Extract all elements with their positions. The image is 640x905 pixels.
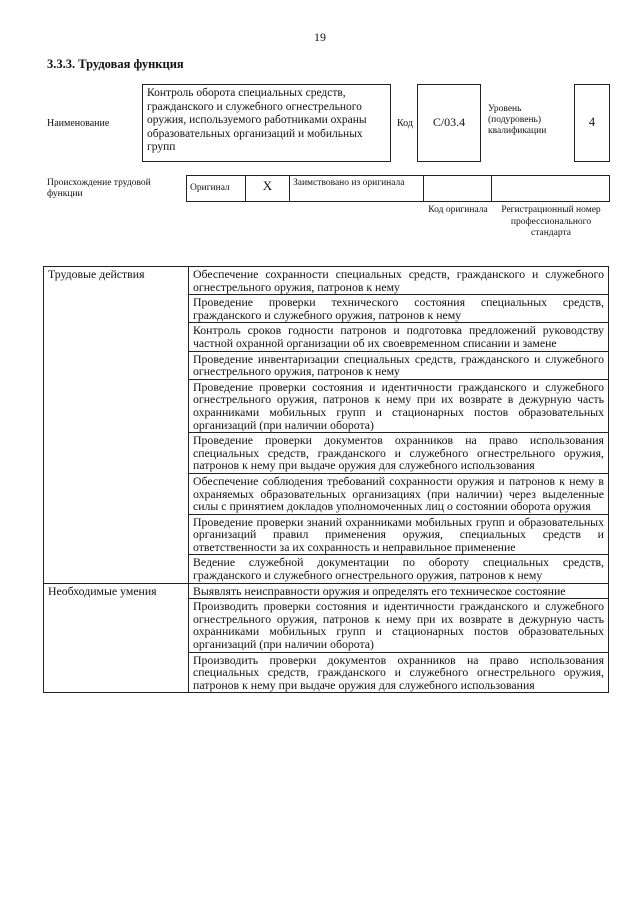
level-label: Уровень (подуровень) квалификации xyxy=(488,104,547,136)
origin-label: Происхождение трудовой функции xyxy=(47,178,151,199)
list-item: Производить проверки состояния и идентичности гражданского и служебного огнестрельного оружия, патронов к нему при их возврате в дежурную часть охранниками мобильных групп и стационарных постов образовательных организаций (при наличии оборота) xyxy=(189,599,609,652)
list-item: Проведение проверки знаний охранниками мобильных групп и образовательных организаций правил применения оружия, специальных средств и ответственности за их сохранность и неправильное применение xyxy=(189,514,609,555)
list-item: Проведение инвентаризации специальных средств, гражданского и служебного огнестрельного оружия, патронов к нему xyxy=(189,351,609,379)
list-item: Обеспечение соблюдения требований сохранности оружия и патронов к нему в охраняемых образовательных организациях (при наличии) через выделенные силы с принятием докладов уполномоченных лиц о состоянии оборота оружия xyxy=(189,473,609,514)
function-table xyxy=(43,266,609,693)
section-title-required-skills: Необходимые умения xyxy=(44,583,189,693)
page-number: 19 xyxy=(314,30,326,44)
name-label: Наименование xyxy=(47,118,110,129)
list-item: Проведение проверки технического состояния специальных средств, гражданского и служебного оружия, патронов к нему xyxy=(189,295,609,323)
reg-number-label: Регистрационный номер профессионального стандарта xyxy=(501,205,601,238)
list-item: Проведение проверки документов охранников на право использования специальных средств, гражданского и служебного огнестрельного оружия, патронов к нему при выдаче оружия для служебного использования xyxy=(189,433,609,474)
list-item: Производить проверки документов охранников на право использования специальных средств, гражданского и служебного огнестрельного оружия, патронов к нему при выдаче оружия для служебного использования xyxy=(189,652,609,693)
origin-row xyxy=(186,175,610,202)
section-title-labor-actions: Трудовые действия xyxy=(44,267,189,584)
borrowed-label: Заимствовано из оригинала xyxy=(289,175,424,202)
list-item: Контроль сроков годности патронов и подготовка предложений руководству частной охранной организации об их своевременном списании и замене xyxy=(189,323,609,351)
list-item: Проведение проверки состояния и идентичности гражданского и служебного огнестрельного оружия, патронов к нему при их возврате в дежурную часть охранниками мобильных групп и стационарных постов образовательных организаций (при наличии оборота) xyxy=(189,379,609,432)
table-row xyxy=(44,267,609,295)
original-mark: X xyxy=(245,175,290,202)
code-original-label: Код оригинала xyxy=(428,205,488,215)
reg-number-cell xyxy=(491,175,610,202)
section-title: 3.3.3. Трудовая функция xyxy=(47,57,184,71)
list-item: Выявлять неисправности оружия и определять его техническое состояние xyxy=(189,583,609,599)
list-item: Ведение служебной документации по обороту специальных средств, гражданского и служебного огнестрельного оружия, патронов к нему xyxy=(189,555,609,583)
function-name-box: Контроль оборота специальных средств, гражданского и служебного огнестрельного оружия, используемого работниками охраны образовательных организаций и мобильных групп xyxy=(142,84,391,162)
table-row xyxy=(44,583,609,599)
code-original-cell xyxy=(423,175,492,202)
code-value: C/03.4 xyxy=(417,84,481,162)
list-item: Обеспечение сохранности специальных средств, гражданского и служебного огнестрельного оружия, патронов к нему xyxy=(189,267,609,295)
level-value: 4 xyxy=(574,84,610,162)
original-label: Оригинал xyxy=(186,175,246,202)
code-label: Код xyxy=(397,118,413,129)
